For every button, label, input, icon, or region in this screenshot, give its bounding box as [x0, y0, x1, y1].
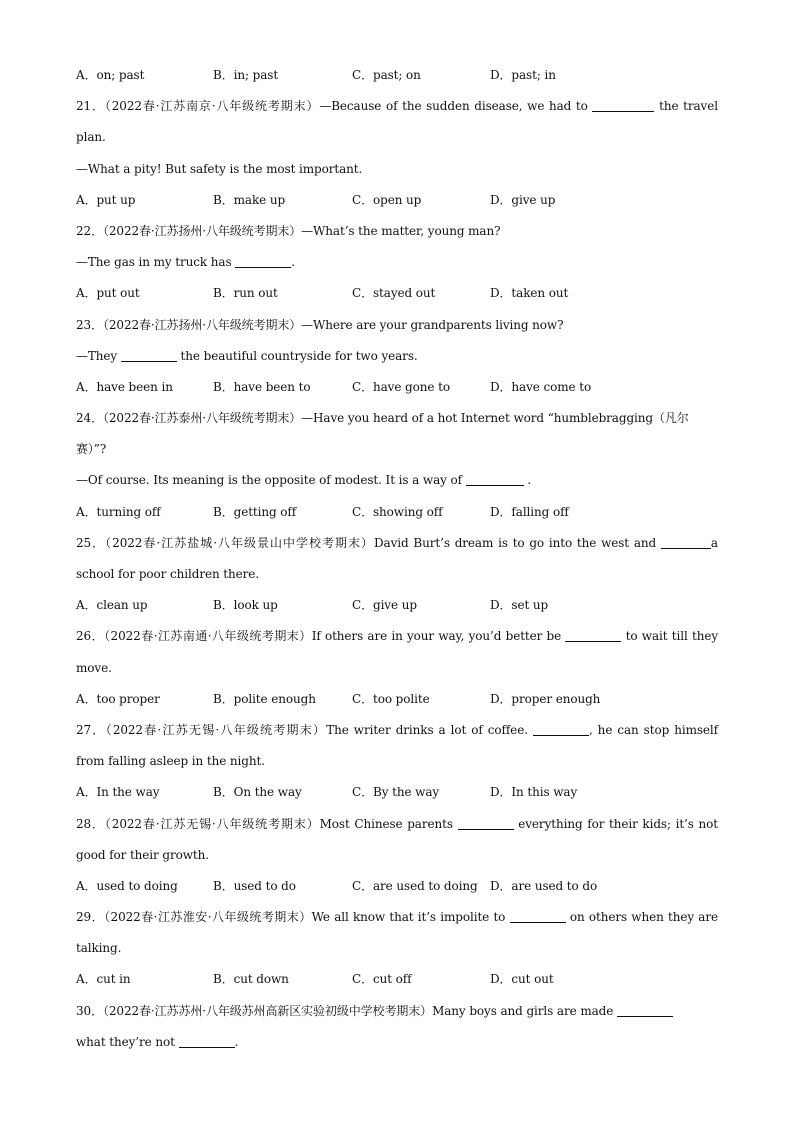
question-text-tail: everything for their kids; it’s not: [513, 816, 718, 831]
question-text-line: [76, 559, 718, 590]
question-text: —Of course. Its meaning is the opposite of modest. It is a way of: [76, 473, 466, 488]
question-source: （2022春·江苏扬州·八年级统考期末）: [102, 317, 302, 332]
question-number: 21．: [76, 99, 105, 114]
question-text-line: [76, 341, 718, 372]
option-d: D．set up: [490, 598, 549, 613]
answer-options-row: [76, 590, 718, 621]
question-stem: [76, 715, 718, 746]
option-d: D．have come to: [490, 379, 592, 394]
question-source: （2022春·江苏扬州·八年级统考期末）: [102, 223, 302, 238]
question-text-line: [76, 465, 718, 496]
question-number: 25．: [76, 535, 106, 550]
option-b: B．make up: [213, 192, 286, 207]
question-text-line: [76, 247, 718, 278]
option-b: B．look up: [213, 598, 278, 613]
answer-blank: [533, 722, 589, 736]
answer-options-row: [76, 871, 718, 902]
answer-options-row: [76, 777, 718, 808]
option-a: A．turning off: [76, 504, 161, 519]
question-text: good for their growth.: [76, 847, 209, 862]
question-text-tail: to wait till they: [621, 629, 719, 644]
question-stem: [76, 621, 718, 652]
question-number: 24．: [76, 411, 103, 426]
question-stem: [76, 902, 718, 933]
option-d: D．falling off: [490, 504, 569, 519]
question-text: what they’re not: [76, 1034, 179, 1049]
answer-blank: [592, 98, 654, 112]
option-a: A．In the way: [76, 785, 160, 800]
question-number: 27．: [76, 722, 106, 737]
question-number: 29．: [76, 910, 105, 925]
answer-blank: [458, 816, 514, 830]
question-text: 赛）”?: [76, 442, 107, 457]
question-text-tail: a: [710, 535, 718, 550]
question-stem: [76, 809, 718, 840]
question-text: David Burt’s dream is to go into the west and: [374, 535, 661, 550]
option-a: A．used to doing: [76, 878, 178, 893]
question-text: —Where are your grandparents living now?: [301, 317, 564, 332]
option-a: A．have been in: [76, 379, 173, 394]
option-c: C．give up: [352, 598, 417, 613]
question-text-line: [76, 434, 718, 465]
question-text: —What’s the matter, young man?: [301, 223, 501, 238]
question-number: 30．: [76, 1003, 103, 1018]
question-source: （2022春·江苏南通·八年级统考期末）: [104, 629, 312, 644]
question-text-line: [76, 653, 718, 684]
question-text-tail: the travel: [654, 99, 718, 114]
question-text: Most Chinese parents: [319, 816, 458, 831]
answer-blank: [510, 909, 566, 923]
question-text-line: [76, 1027, 718, 1058]
question-text-line: [76, 840, 718, 871]
option-a: A．cut in: [76, 972, 131, 987]
answer-options-row: [76, 60, 718, 91]
exam-page: [76, 60, 718, 1058]
option-b: B．have been to: [213, 379, 311, 394]
option-a: A．too proper: [76, 691, 160, 706]
option-d: D．In this way: [490, 785, 578, 800]
option-c: C．cut off: [352, 972, 412, 987]
answer-blank: [466, 472, 524, 486]
question-text-line: [76, 154, 718, 185]
question-stem: [76, 91, 718, 122]
question-stem: [76, 310, 718, 341]
question-text: —They: [76, 348, 121, 363]
answer-blank: [565, 628, 621, 642]
answer-options-row: [76, 684, 718, 715]
answer-blank: [661, 535, 711, 549]
option-d: D．proper enough: [490, 691, 601, 706]
option-a: A．clean up: [76, 598, 148, 613]
option-d: D．taken out: [490, 286, 569, 301]
question-source: （2022春·江苏泰州·八年级统考期末）: [102, 411, 302, 426]
option-c: C．stayed out: [352, 286, 436, 301]
question-text-line: [76, 933, 718, 964]
answer-blank: [179, 1034, 235, 1048]
question-text-line: [76, 746, 718, 777]
question-number: 22．: [76, 223, 103, 238]
question-text-tail: .: [523, 473, 532, 488]
answer-options-row: [76, 497, 718, 528]
option-d: D．cut out: [490, 972, 554, 987]
answer-options-row: [76, 278, 718, 309]
question-text: move.: [76, 660, 112, 675]
answer-blank: [121, 348, 177, 362]
option-b: B．cut down: [213, 972, 289, 987]
answer-options-row: [76, 964, 718, 995]
question-source: （2022春·江苏淮安·八年级统考期末）: [104, 910, 312, 925]
question-source: （2022春·江苏盐城·八年级景山中学校考期末）: [105, 535, 375, 550]
option-c: C．By the way: [352, 785, 440, 800]
question-text-tail: the beautiful countryside for two years.: [176, 348, 418, 363]
option-d: D．past; in: [490, 68, 556, 82]
question-text-tail: .: [291, 255, 295, 270]
question-source: （2022春·江苏南京·八年级统考期末）: [104, 99, 320, 114]
question-source: （2022春·江苏苏州·八年级苏州高新区实验初级中学校考期末）: [102, 1003, 433, 1018]
question-text-tail: on others when they are: [565, 910, 718, 925]
question-text: The writer drinks a lot of coffee.: [326, 722, 533, 737]
option-c: C．are used to doing: [352, 878, 478, 893]
option-c: C．past; on: [352, 68, 421, 82]
question-text: from falling asleep in the night.: [76, 754, 265, 769]
question-text: We all know that it’s impolite to: [311, 910, 510, 925]
question-text-tail: , he can stop himself: [588, 722, 718, 737]
option-c: C．showing off: [352, 504, 443, 519]
question-stem: [76, 996, 718, 1027]
question-text: Many boys and girls are made: [432, 1003, 617, 1018]
question-text-tail: .: [234, 1034, 239, 1049]
option-c: C．have gone to: [352, 379, 450, 394]
answer-options-row: [76, 185, 718, 216]
question-text-line: [76, 122, 718, 153]
question-text: plan.: [76, 130, 106, 145]
question-number: 26．: [76, 629, 105, 644]
option-a: A．on; past: [76, 68, 145, 82]
option-d: D．are used to do: [490, 878, 598, 893]
option-c: C．too polite: [352, 691, 430, 706]
question-source: （2022春·江苏无锡·八年级统考期末）: [104, 816, 320, 831]
option-d: D．give up: [490, 192, 556, 207]
question-number: 28．: [76, 816, 105, 831]
question-stem: [76, 216, 718, 247]
option-b: B．run out: [213, 286, 278, 301]
option-a: A．put out: [76, 286, 140, 301]
question-text: —Because of the sudden disease, we had to: [319, 99, 593, 114]
answer-blank: [235, 254, 291, 268]
question-text: school for poor children there.: [76, 567, 259, 581]
option-c: C．open up: [352, 192, 422, 207]
question-stem: [76, 528, 718, 559]
question-text: —What a pity! But safety is the most important.: [76, 161, 363, 176]
option-a: A．put up: [76, 192, 136, 207]
question-text: If others are in your way, you’d better be: [311, 629, 566, 644]
option-b: B．in; past: [213, 68, 279, 82]
answer-options-row: [76, 372, 718, 403]
question-stem: [76, 403, 718, 434]
option-b: B．polite enough: [213, 691, 316, 706]
option-b: B．On the way: [213, 785, 302, 800]
question-source: （2022春·江苏无锡·八年级统考期末）: [105, 722, 327, 737]
option-b: B．used to do: [213, 878, 296, 893]
question-text: —Have you heard of a hot Internet word “humblebragging（凡尔: [301, 411, 689, 426]
question-text: talking.: [76, 941, 122, 956]
question-number: 23．: [76, 317, 103, 332]
option-b: B．getting off: [213, 504, 297, 519]
answer-blank: [617, 1003, 673, 1017]
question-text: —The gas in my truck has: [76, 255, 236, 270]
